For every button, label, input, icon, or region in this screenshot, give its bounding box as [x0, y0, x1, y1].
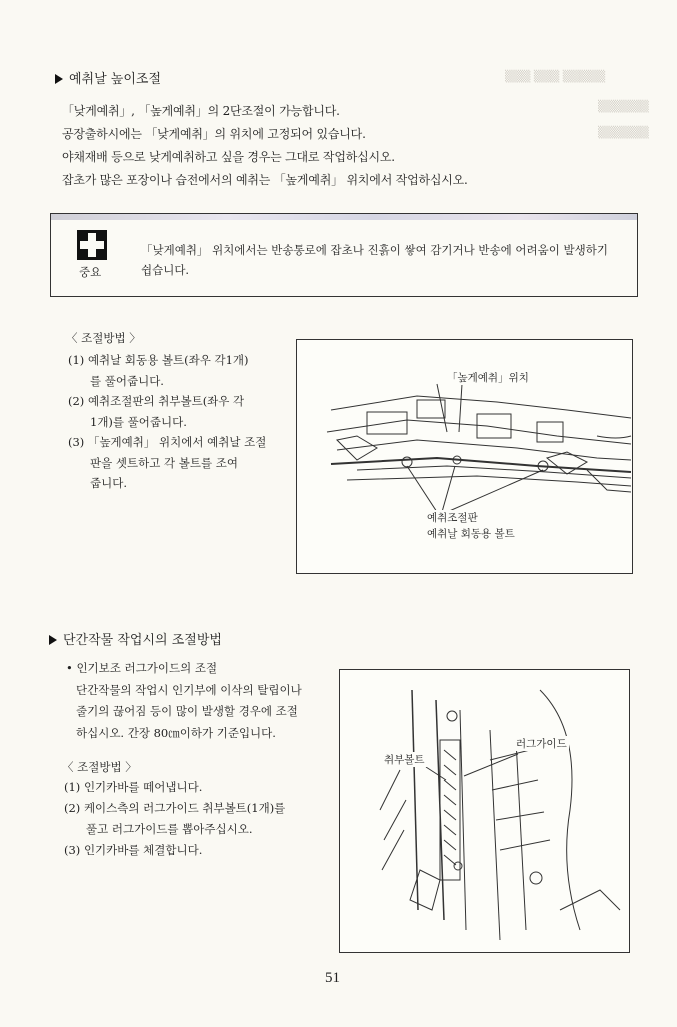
bullet-line: • 인기보조 러그가이드의 조절: [66, 661, 218, 675]
important-note-box: [50, 213, 638, 297]
procedure1-heading: 〈 조절방법 〉: [66, 331, 141, 345]
paragraph-line: 잡초가 많은 포장이나 습전에서의 예취는 「높게예취」 위치에서 작업하십시오.: [62, 173, 468, 187]
bleed-through-text: ▒▒▒▒▒▒: [598, 100, 649, 113]
triangle-bullet-icon: [55, 74, 63, 84]
step-item-continued: 풀고 러그가이드를 뽑아주십시오.: [86, 822, 253, 836]
step-item: (1) 인기카바를 떼어냅니다.: [64, 780, 203, 794]
note-line: 「낮게예취」 위치에서는 반송통로에 잡초나 진흙이 쌓여 감기거나 반송에 어려움이 발생하기: [141, 243, 608, 257]
important-label: 중요: [79, 265, 102, 279]
figure-blade-adjustment: [296, 339, 633, 574]
triangle-bullet-icon: [49, 635, 57, 645]
section1-paragraph: [62, 100, 468, 192]
step-item-continued: 줍니다.: [90, 476, 127, 490]
paragraph-line: 하십시오. 간장 80㎝이하가 기준입니다.: [76, 725, 276, 740]
figure-label-pivot-bolt: 예취날 회동용 볼트: [427, 528, 515, 540]
note-line: 쉽습니다.: [141, 263, 190, 277]
page-number: 51: [325, 970, 340, 986]
note-box-header-bar: [51, 214, 637, 220]
step-item-continued: 1개)를 풀어줍니다.: [90, 414, 187, 429]
step-item: (2) 예취조절판의 취부볼트(좌우 각: [68, 394, 245, 408]
step-item: (3) 「높게예취」 위치에서 예취날 조절: [68, 435, 267, 449]
lug-guide-drawing: [340, 670, 629, 952]
bleed-through-text: ▒▒▒▒▒▒: [598, 126, 649, 139]
figure-label-high-position: 「높게예취」위치: [447, 372, 529, 384]
important-cross-icon: [77, 230, 107, 260]
section-title-text: 예취날 높이조절: [69, 72, 162, 87]
section-title-blade-height: [55, 68, 161, 87]
paragraph-line: 줄기의 끊어짐 등이 많이 발생할 경우에 조절: [76, 704, 298, 718]
section-title-short-crop: [49, 629, 222, 648]
step-item: (3) 인기카바를 체결합니다.: [64, 843, 203, 857]
procedure2-heading: 〈 조절방법 〉: [62, 760, 137, 774]
paragraph-line: 「낮게예취」, 「높게예취」의 2단조절이 가능합니다.: [62, 104, 340, 118]
bleed-through-text: ▒▒▒ ▒▒▒ ▒▒▒▒▒: [505, 70, 606, 83]
step-item-continued: 를 풀어줍니다.: [90, 373, 164, 388]
procedure2-steps: [64, 777, 285, 861]
paragraph-line: 공장출하시에는 「낮게예취」의 위치에 고정되어 있습니다.: [62, 127, 366, 141]
important-note-text: [141, 240, 621, 280]
procedure1-steps: [68, 350, 266, 494]
figure-lug-guide: [339, 669, 630, 953]
paragraph-line: 야채재배 등으로 낮게예취하고 싶을 경우는 그대로 작업하십시오.: [62, 150, 395, 164]
step-item: (2) 케이스측의 러그가이드 취부볼트(1개)를: [64, 801, 286, 815]
step-item-continued: 판을 셋트하고 각 볼트를 조여: [90, 455, 238, 470]
step-item: (1) 예취날 회동용 볼트(좌우 각1개): [68, 353, 249, 367]
figure-label-lug-guide: 러그가이드: [516, 738, 567, 750]
figure-label-adjust-plate: 예취조절판: [427, 512, 478, 524]
figure-label-mount-bolt: 취부볼트: [384, 754, 425, 766]
paragraph-line: 단간작물의 작업시 인기부에 이삭의 탈립이나: [76, 682, 302, 697]
section2-paragraph: [66, 658, 302, 744]
section-title-text: 단간작물 작업시의 조절방법: [63, 633, 222, 648]
